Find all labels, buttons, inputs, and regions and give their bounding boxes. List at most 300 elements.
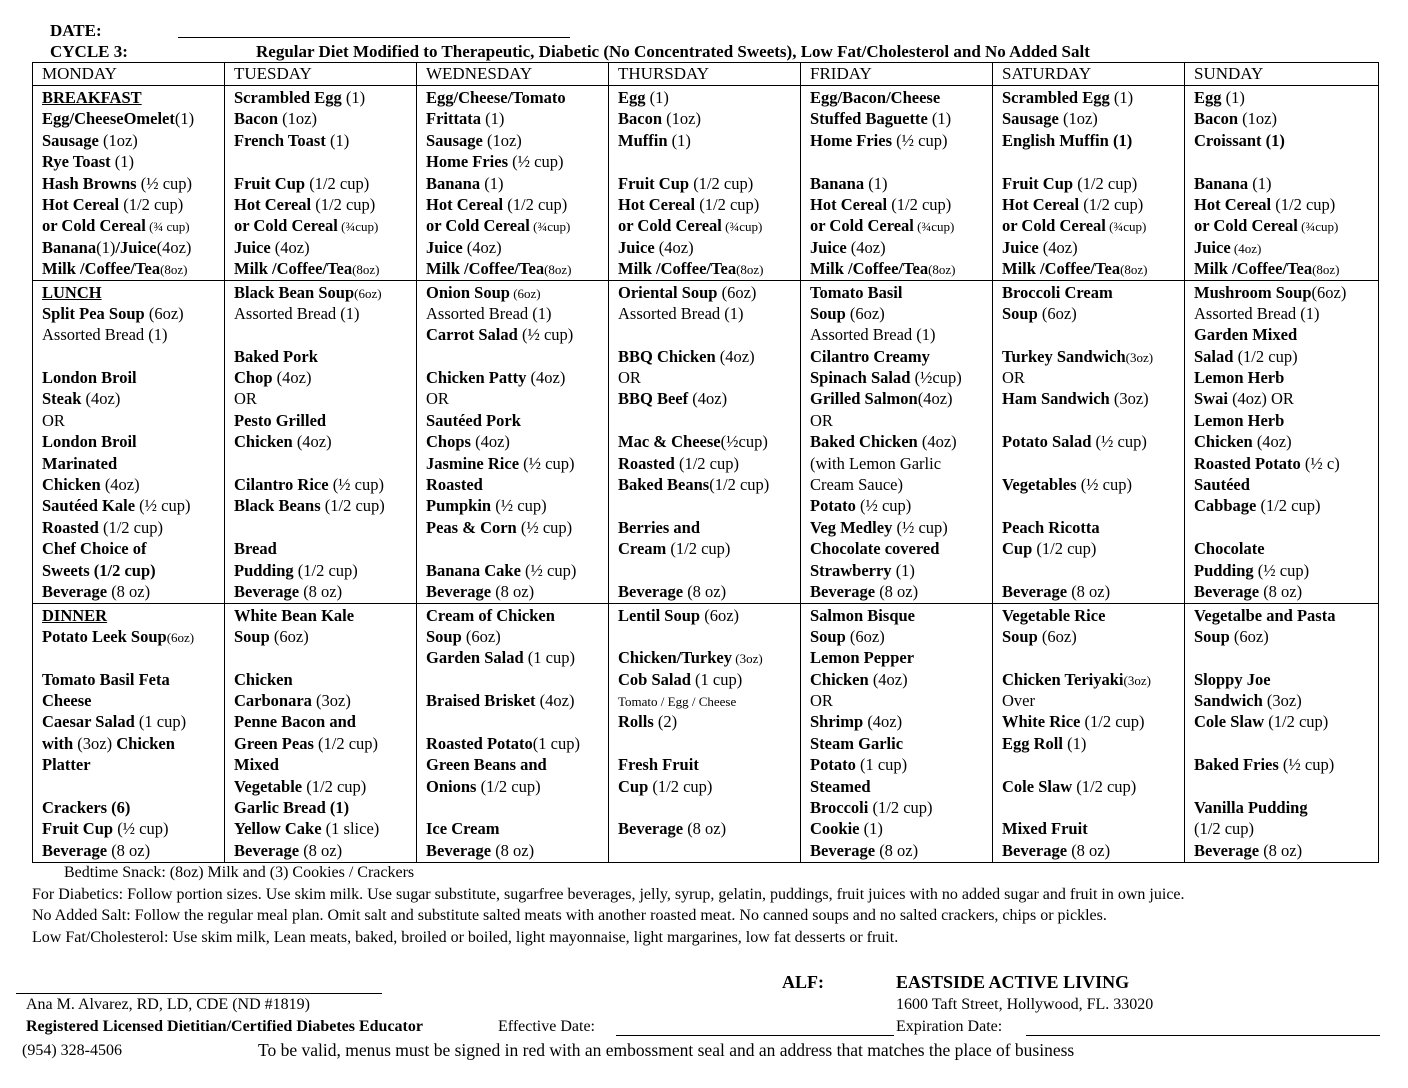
menu-text: (½ cup) [892, 517, 948, 537]
menu-text: Assorted Bread (1) [42, 325, 168, 345]
menu-text: Potato Salad [1002, 432, 1092, 452]
menu-text: (4oz) [846, 237, 886, 257]
menu-text: Peas & Corn [426, 517, 517, 537]
menu-item [1002, 388, 1184, 409]
menu-text: Baked Chicken [810, 432, 918, 452]
no-added-salt-note: No Added Salt: Follow the regular meal plan. Omit salt and substitute salted meats with another roasted meat. No canned soups and no salted crackers, chips or pickles. [32, 907, 1107, 924]
menu-text: Salmon Bisque [810, 605, 915, 625]
menu-item [234, 538, 416, 559]
menu-text: Beverage [42, 581, 108, 601]
menu-item [1194, 108, 1378, 129]
menu-text: (1) [1109, 88, 1134, 107]
menu-text: (1oz) [1058, 109, 1098, 129]
menu-item [426, 517, 608, 538]
menu-item [234, 282, 416, 303]
menu-text: Turkey Sandwich [1002, 346, 1126, 366]
menu-text: (4oz) [1038, 237, 1078, 257]
menu-text: (½ cup) [1278, 755, 1335, 775]
menu-item [1194, 581, 1378, 602]
menu-item [42, 431, 224, 452]
menu-text: Roasted [426, 475, 483, 495]
menu-item [42, 626, 224, 647]
menu-item [1002, 605, 1184, 626]
menu-text: (3oz) [1109, 389, 1149, 409]
effective-date-line [616, 1035, 894, 1036]
menu-item [42, 495, 224, 516]
menu-item [810, 797, 992, 818]
menu-text: Mac & Cheese [618, 432, 721, 452]
signature-line [16, 993, 382, 994]
menu-item [1002, 258, 1184, 279]
menu-text: Cabbage [1194, 496, 1257, 516]
menu-text: Sweets (1/2 cup) [42, 560, 156, 580]
menu-text: Broccoli [810, 798, 869, 818]
menu-item [618, 733, 800, 754]
menu-text: (1) [1062, 733, 1087, 753]
menu-text: Green Beans and [426, 755, 547, 775]
menu-item [426, 237, 608, 258]
menu-text: or Cold Cereal [1194, 216, 1298, 236]
menu-item [42, 282, 224, 303]
menu-item [618, 173, 800, 194]
menu-text: Garden Salad [426, 648, 524, 668]
menu-text: (3oz) [311, 691, 351, 711]
menu-item [426, 754, 608, 775]
date-label: DATE: [50, 21, 102, 40]
menu-text: (8oz) [736, 262, 764, 278]
menu-item [810, 690, 992, 711]
menu-item [1002, 346, 1184, 367]
lunch-cell [234, 282, 416, 603]
menu-text: OR [810, 691, 833, 711]
menu-text: (8 oz) [1067, 581, 1111, 601]
menu-item [1002, 151, 1184, 172]
menu-item [1002, 733, 1184, 754]
menu-text: Soup [810, 303, 846, 323]
menu-text: (3oz) [73, 733, 117, 753]
menu-text: Assorted Bread (1) [234, 303, 360, 323]
menu-item [234, 130, 416, 151]
menu-text: (8oz) [1312, 262, 1340, 278]
menu-item [426, 733, 608, 754]
menu-text: (6oz) [717, 282, 757, 302]
menu-item [1002, 711, 1184, 732]
menu-text: (1 cup) [134, 712, 187, 732]
menu-text: (1) [325, 130, 350, 150]
menu-text: Beverage [1002, 840, 1068, 860]
menu-item [810, 754, 992, 775]
menu-text: Vegetable Rice [1002, 605, 1106, 625]
day-header: SATURDAY [993, 63, 1185, 86]
menu-text: Ice Cream [426, 819, 500, 839]
validity-note: To be valid, menus must be signed in red with an embossment seal and an address that matches the place of business [258, 1040, 1075, 1060]
menu-text: Sloppy Joe [1194, 669, 1271, 689]
menu-item [618, 538, 800, 559]
menu-text: Muffin [618, 130, 668, 150]
menu-text: Vegetable [234, 776, 303, 796]
menu-item [42, 130, 224, 151]
menu-item [234, 669, 416, 690]
menu-text: (½ cup) [855, 496, 912, 516]
menu-text: (6oz) [845, 626, 885, 646]
menu-item [42, 237, 224, 258]
menu-text: (6oz) [1037, 303, 1077, 323]
menu-text: Sausage [42, 130, 99, 150]
menu-item [618, 215, 800, 236]
menu-text: Green Peas [234, 733, 314, 753]
menu-text: Spinach Salad [810, 368, 911, 388]
menu-item [810, 303, 992, 324]
menu-text: Banana Cake [426, 560, 521, 580]
menu-item [1194, 324, 1378, 345]
menu-text: Banana [810, 173, 865, 193]
menu-item [1002, 818, 1184, 839]
menu-item [618, 367, 800, 388]
menu-text: Milk /Coffee/Tea [234, 259, 353, 279]
menu-item [426, 474, 608, 495]
menu-item [810, 581, 992, 602]
menu-text: (8oz) [1120, 262, 1148, 278]
menu-text: Milk /Coffee/Tea [1194, 259, 1313, 279]
menu-text: Chocolate covered [810, 539, 940, 559]
menu-item [426, 303, 608, 324]
menu-text: or Cold Cereal [810, 216, 914, 236]
menu-item [42, 733, 224, 754]
menu-text: Steam Garlic [810, 733, 904, 753]
menu-text: (1/2 cup) [887, 194, 952, 214]
menu-text: (8 oz) [683, 819, 727, 839]
menu-item [618, 130, 800, 151]
menu-item [810, 237, 992, 258]
menu-item [426, 776, 608, 797]
menu-text: (4oz) [272, 368, 312, 388]
menu-text: (1oz) [482, 130, 522, 150]
day-header: WEDNESDAY [417, 63, 609, 86]
menu-text: Beverage [234, 581, 300, 601]
menu-text: (½ c) [1300, 453, 1340, 473]
menu-item [1002, 453, 1184, 474]
menu-item [426, 538, 608, 559]
menu-item [1002, 215, 1184, 236]
menu-item [234, 560, 416, 581]
menu-item [1002, 108, 1184, 129]
menu-item [234, 474, 416, 495]
menu-item [234, 367, 416, 388]
menu-text: Pesto Grilled [234, 410, 327, 430]
menu-text: Pudding [234, 560, 294, 580]
menu-text: (8oz) [544, 262, 572, 278]
dinner-cell [1194, 605, 1378, 862]
menu-item [234, 581, 416, 602]
menu-item [810, 173, 992, 194]
menu-text: (6oz) [509, 285, 541, 301]
menu-text: Bacon [234, 109, 279, 129]
menu-item [42, 367, 224, 388]
menu-item [234, 690, 416, 711]
menu-text: Juice [234, 237, 271, 257]
menu-text: Onions [426, 776, 477, 796]
menu-item [618, 346, 800, 367]
menu-item [1002, 581, 1184, 602]
menu-text: (½ cup) [1076, 475, 1133, 495]
menu-item [810, 194, 992, 215]
menu-text: (8 oz) [299, 581, 343, 601]
menu-item [1002, 754, 1184, 775]
menu-item [1002, 840, 1184, 861]
menu-text: (1/2 cup) [709, 475, 770, 495]
menu-text: (1) [864, 173, 888, 193]
menu-item [1194, 560, 1378, 581]
menu-text: (½ cup) [517, 325, 574, 345]
menu-item [618, 517, 800, 538]
menu-text: LUNCH [42, 282, 102, 302]
menu-item [426, 282, 608, 303]
menu-text: Cream [618, 539, 667, 559]
menu-item [810, 626, 992, 647]
menu-text: (4oz) [917, 432, 957, 452]
menu-text: (6oz) [1037, 626, 1077, 646]
expiration-date-line [1026, 1035, 1380, 1036]
menu-text: Fruit Cup [42, 819, 114, 839]
menu-text: (2) [653, 712, 678, 732]
menu-text: (8 oz) [875, 840, 919, 860]
menu-text: Home Fries [426, 152, 509, 172]
menu-text: BREAKFAST [42, 88, 142, 107]
menu-text: Lemon Herb [1194, 410, 1285, 430]
menu-text: Beverage [1194, 581, 1260, 601]
menu-item [426, 711, 608, 732]
menu-text: Banana [426, 173, 481, 193]
menu-text: Beverage [42, 840, 108, 860]
menu-text: Hot Cereal [42, 194, 120, 214]
menu-item [1194, 215, 1378, 236]
menu-text: (4oz) [1252, 432, 1292, 452]
menu-text: (6oz) [354, 285, 382, 301]
menu-text: Pumpkin [426, 496, 492, 516]
menu-item [1194, 647, 1378, 668]
menu-text: (1oz) [662, 109, 701, 129]
menu-item [426, 560, 608, 581]
menu-text: (1/2 cup) [689, 173, 754, 193]
menu-text: (1/2 cup) [648, 776, 713, 796]
menu-text: (1/2 cup) [1073, 173, 1138, 193]
menu-text: Pudding [1194, 560, 1254, 580]
menu-text: Cilantro Rice [234, 475, 329, 495]
menu-text: (4oz) [100, 475, 140, 495]
menu-text: Milk /Coffee/Tea [618, 259, 737, 279]
menu-item [426, 647, 608, 668]
menu-text: (3oz) [732, 651, 763, 667]
menu-item [426, 605, 608, 626]
menu-text: (1/2 cup) [1032, 539, 1097, 559]
menu-item [1194, 453, 1378, 474]
menu-item [234, 453, 416, 474]
menu-item [810, 669, 992, 690]
diet-title: Regular Diet Modified to Therapeutic, Diabetic (No Concentrated Sweets), Low Fat/Cholesterol and No Added Salt [256, 42, 1090, 61]
menu-text: Vegetables [1002, 475, 1077, 495]
menu-item [618, 151, 800, 172]
menu-text: (1/2 cup) [311, 194, 376, 214]
menu-item [1002, 130, 1184, 151]
menu-text: Tomato Basil [810, 282, 903, 302]
effective-date-label: Effective Date: [498, 1018, 595, 1035]
menu-item [42, 754, 224, 775]
menu-item [1002, 517, 1184, 538]
menu-text: Beverage [234, 840, 300, 860]
menu-text: (6oz) [700, 605, 740, 625]
menu-text: (8 oz) [1067, 840, 1111, 860]
menu-text: Steak [42, 389, 82, 409]
menu-text: Rye Toast [42, 152, 111, 172]
menu-item [234, 733, 416, 754]
menu-text: Salad [1194, 346, 1234, 366]
phone-number: (954) 328-4506 [22, 1042, 122, 1059]
menu-item [1002, 797, 1184, 818]
menu-text: Milk /Coffee/Tea [1002, 259, 1121, 279]
menu-text: (4oz) [917, 389, 953, 409]
menu-item [618, 840, 800, 861]
menu-text: (8 oz) [107, 840, 151, 860]
menu-item [618, 605, 800, 626]
bedtime-snack-note: Bedtime Snack: (8oz) Milk and (3) Cookies / Crackers [64, 864, 415, 881]
day-header: MONDAY [33, 63, 225, 86]
menu-text: with [42, 733, 74, 753]
menu-text: Braised Brisket [426, 691, 536, 711]
menu-item [1002, 282, 1184, 303]
menu-item [426, 130, 608, 151]
menu-text: (¾cup) [529, 219, 571, 235]
menu-item [426, 626, 608, 647]
menu-text: Stuffed Baguette [810, 109, 928, 129]
menu-item [42, 840, 224, 861]
menu-item [426, 258, 608, 279]
menu-item [1194, 410, 1378, 431]
menu-item [1002, 626, 1184, 647]
menu-item [234, 517, 416, 538]
menu-item [234, 388, 416, 409]
menu-text: (½ cup) [1253, 560, 1310, 580]
menu-text: Potato [810, 496, 856, 516]
breakfast-cell [234, 87, 416, 280]
menu-item [426, 346, 608, 367]
menu-text: Milk /Coffee/Tea [42, 259, 161, 279]
menu-text: Assorted Bread (1) [426, 303, 552, 323]
menu-item [1194, 626, 1378, 647]
menu-text: (1) [480, 173, 504, 193]
menu-text: or Cold Cereal [234, 216, 338, 236]
breakfast-cell [618, 87, 800, 280]
menu-item [42, 215, 224, 236]
menu-text: (8 oz) [491, 840, 535, 860]
menu-text: Beverage [426, 840, 492, 860]
lunch-cell [1194, 282, 1378, 603]
menu-item [234, 495, 416, 516]
menu-item [234, 605, 416, 626]
menu-item [1194, 474, 1378, 495]
menu-item [618, 560, 800, 581]
menu-text: (4oz) [462, 237, 502, 257]
menu-item [426, 215, 608, 236]
menu-item [42, 173, 224, 194]
menu-item [42, 194, 224, 215]
day-header-row [33, 63, 1379, 86]
menu-item [234, 797, 416, 818]
menu-text: Lemon Pepper [810, 648, 915, 668]
menu-item [1194, 711, 1378, 732]
menu-item [42, 711, 224, 732]
menu-text: Penne Bacon and [234, 712, 356, 732]
menu-text: (¾cup) [721, 219, 763, 235]
menu-text: (1/2 cup) [1256, 496, 1321, 516]
menu-text: (1/2 cup) [695, 194, 760, 214]
menu-text: (4oz) [292, 432, 332, 452]
menu-item [810, 151, 992, 172]
menu-text: Carrot Salad [426, 325, 518, 345]
menu-text: (½cup) [910, 368, 962, 388]
menu-text: Frittata [426, 109, 481, 129]
menu-text: Cream Sauce) [810, 475, 903, 495]
menu-item [1002, 560, 1184, 581]
menu-text: Steamed [810, 776, 871, 796]
menu-item [426, 797, 608, 818]
menu-text: Strawberry [810, 560, 892, 580]
menu-text: French Toast [234, 130, 326, 150]
menu-text: (1/2 cup) [666, 539, 731, 559]
menu-item [42, 797, 224, 818]
menu-item [618, 303, 800, 324]
menu-text: (½cup) [720, 432, 768, 452]
menu-text: (1) [174, 109, 195, 129]
menu-item [618, 711, 800, 732]
menu-text: Broccoli Cream [1002, 282, 1113, 302]
menu-text: (with Lemon Garlic [810, 453, 942, 473]
menu-text: Tomato Basil Feta [42, 669, 170, 689]
menu-text: Juice [810, 237, 847, 257]
menu-text: Crackers (6) [42, 798, 131, 818]
menu-text: Soup [426, 626, 462, 646]
menu-item [618, 87, 800, 108]
menu-item [1194, 818, 1378, 839]
menu-item [42, 517, 224, 538]
menu-item [810, 367, 992, 388]
menu-text: Home Fries [810, 130, 893, 150]
menu-text: Vanilla Pudding [1194, 798, 1308, 818]
menu-item [1194, 367, 1378, 388]
menu-text: (1/2 cup) [1072, 776, 1137, 796]
menu-text: (1/2 cup) [1194, 819, 1255, 839]
menu-text: (1/2 cup) [503, 194, 568, 214]
menu-item [1002, 474, 1184, 495]
menu-item [1194, 517, 1378, 538]
menu-item [1194, 776, 1378, 797]
menu-text: Soup [1002, 303, 1038, 323]
menu-item [426, 324, 608, 345]
breakfast-cell [1194, 87, 1378, 280]
menu-item [42, 108, 224, 129]
menu-item [618, 626, 800, 647]
lunch-cell [810, 282, 992, 603]
menu-item [810, 87, 992, 108]
menu-item [42, 776, 224, 797]
menu-item [1194, 797, 1378, 818]
menu-item [1194, 303, 1378, 324]
menu-text: Scrambled Egg [1002, 88, 1110, 107]
menu-text: Banana [42, 237, 97, 257]
dinner-cell [1002, 605, 1184, 862]
menu-text: Cilantro Creamy [810, 346, 930, 366]
menu-item [1002, 324, 1184, 345]
menu-item [810, 560, 992, 581]
